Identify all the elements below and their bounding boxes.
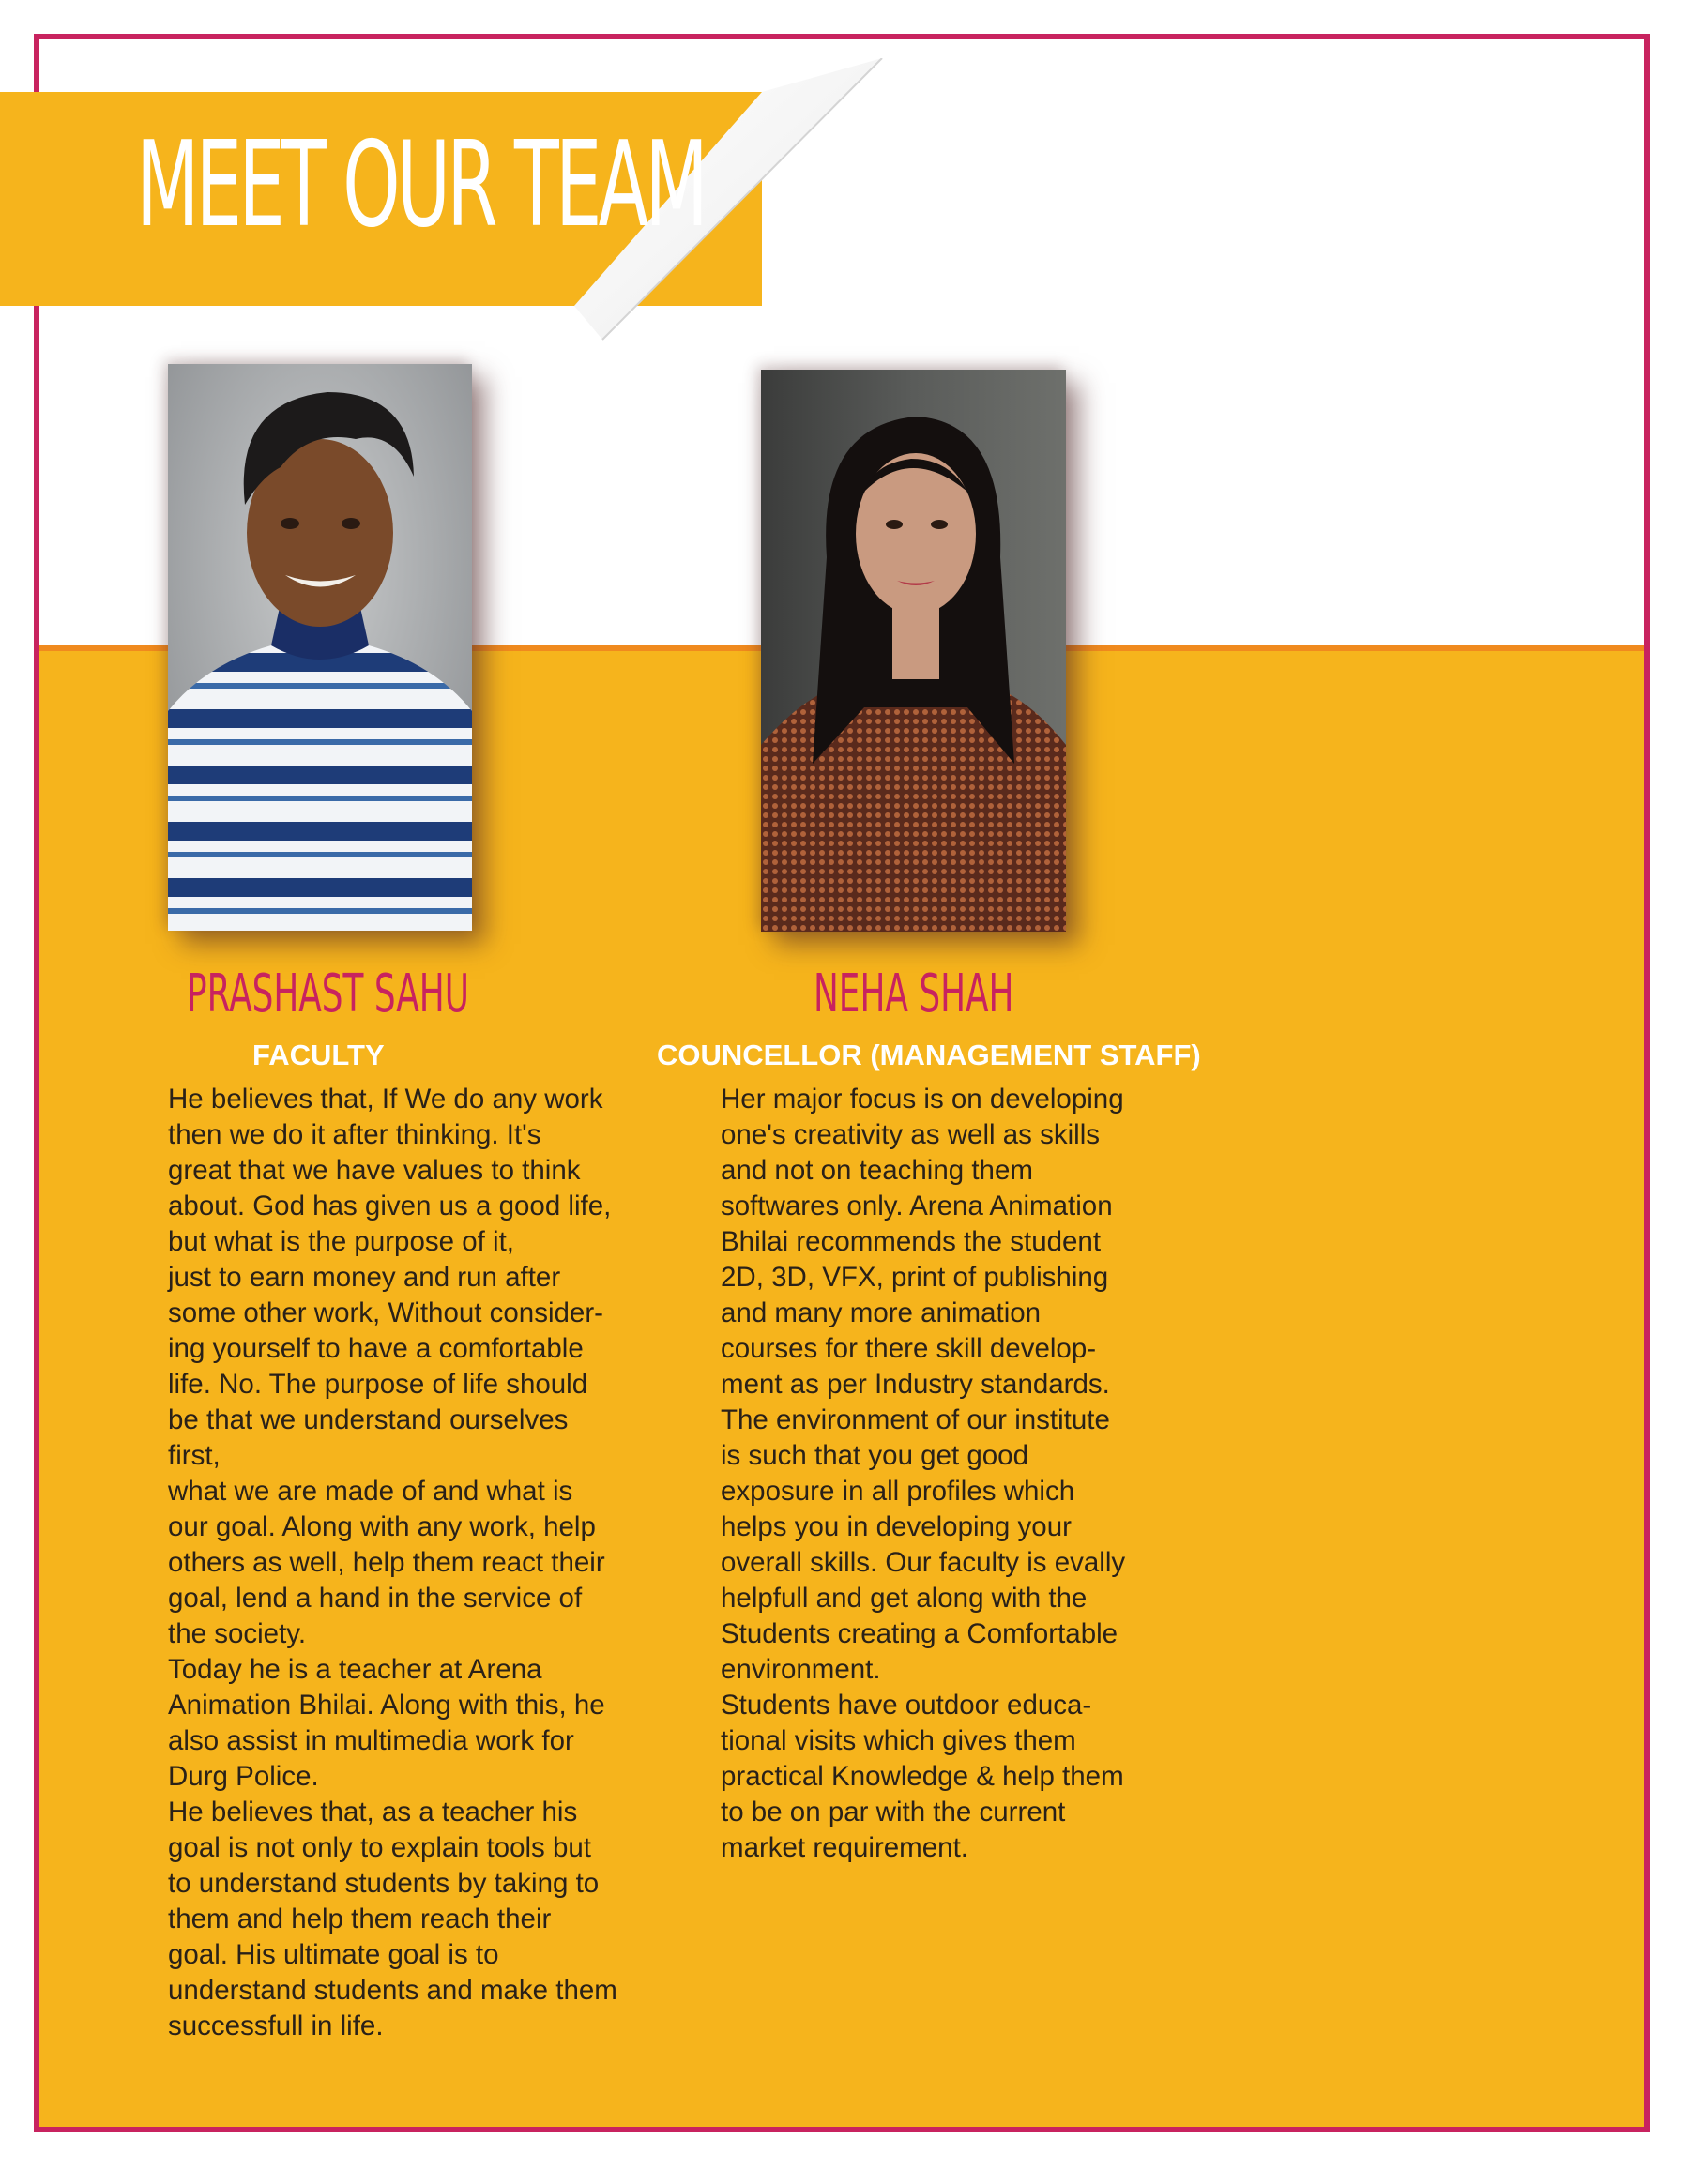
- bio-line: understand students and make them: [168, 1975, 617, 2006]
- bio-line: just to earn money and run after: [168, 1262, 561, 1293]
- bio-line: Students have outdoor educa-: [721, 1690, 1092, 1721]
- member-bio-prashast: [168, 1082, 617, 2044]
- bio-line: goal, lend a hand in the service of: [168, 1583, 583, 1614]
- bio-line: one's creativity as well as skills: [721, 1119, 1101, 1150]
- bio-line: then we do it after thinking. It's: [168, 1119, 541, 1150]
- page-title: MEET OUR TEAM: [136, 115, 706, 253]
- member-name-neha: NEHA SHAH: [814, 963, 1014, 1024]
- bio-line: softwares only. Arena Animation: [721, 1191, 1113, 1221]
- member-name-prashast: PRASHAST SAHU: [187, 963, 469, 1024]
- bio-line: about. God has given us a good life,: [168, 1191, 612, 1221]
- bio-line: goal is not only to explain tools but: [168, 1832, 591, 1863]
- member-photo-prashast: [168, 364, 472, 931]
- bio-line: Today he is a teacher at Arena: [168, 1654, 542, 1685]
- bio-line: Her major focus is on developing: [721, 1084, 1124, 1115]
- bio-line: market requirement.: [721, 1832, 968, 1863]
- bio-line: life. No. The purpose of life should: [168, 1369, 588, 1400]
- bio-line: Durg Police.: [168, 1761, 319, 1792]
- bio-line: and many more animation: [721, 1297, 1042, 1328]
- bio-line: is such that you get good: [721, 1440, 1029, 1471]
- bio-line: helpfull and get along with the: [721, 1583, 1088, 1614]
- bio-line: courses for there skill develop-: [721, 1333, 1097, 1364]
- bio-line: first,: [168, 1440, 221, 1471]
- member-bio-neha: [721, 1082, 1125, 1866]
- bio-line: environment.: [721, 1654, 881, 1685]
- bio-line: practical Knowledge & help them: [721, 1761, 1124, 1792]
- bio-line: them and help them reach their: [168, 1903, 552, 1934]
- bio-line: He believes that, If We do any work: [168, 1084, 603, 1115]
- bio-line: Students creating a Comfortable: [721, 1618, 1118, 1649]
- bio-line: successfull in life.: [168, 2010, 384, 2041]
- bio-line: ing yourself to have a comfortable: [168, 1333, 584, 1364]
- bio-line: be that we understand ourselves: [168, 1404, 569, 1435]
- member-photo-neha: [761, 370, 1066, 932]
- member-role-prashast: FACULTY: [252, 1039, 385, 1071]
- bio-line: The environment of our institute: [721, 1404, 1110, 1435]
- bio-line: some other work, Without consider-: [168, 1297, 603, 1328]
- bio-line: tional visits which gives them: [721, 1725, 1076, 1756]
- member-role-neha: COUNCELLOR (MANAGEMENT STAFF): [657, 1039, 1201, 1071]
- bio-line: the society.: [168, 1618, 307, 1649]
- bio-line: and not on teaching them: [721, 1155, 1033, 1186]
- bio-line: our goal. Along with any work, help: [168, 1511, 596, 1542]
- bio-line: 2D, 3D, VFX, print of publishing: [721, 1262, 1109, 1293]
- bio-line: to understand students by taking to: [168, 1868, 600, 1899]
- bio-line: goal. His ultimate goal is to: [168, 1939, 499, 1970]
- bio-line: ment as per Industry standards.: [721, 1369, 1110, 1400]
- bio-line: overall skills. Our faculty is evally: [721, 1547, 1126, 1578]
- bio-line: Animation Bhilai. Along with this, he: [168, 1690, 605, 1721]
- bio-line: also assist in multimedia work for: [168, 1725, 574, 1756]
- bio-line: others as well, help them react their: [168, 1547, 605, 1578]
- bio-line: what we are made of and what is: [168, 1476, 573, 1507]
- bio-line: great that we have values to think: [168, 1155, 581, 1186]
- bio-line: He believes that, as a teacher his: [168, 1797, 578, 1828]
- bio-line: but what is the purpose of it,: [168, 1226, 514, 1257]
- bio-line: Bhilai recommends the student: [721, 1226, 1102, 1257]
- bio-line: helps you in developing your: [721, 1511, 1072, 1542]
- bio-line: to be on par with the current: [721, 1797, 1066, 1828]
- bio-line: exposure in all profiles which: [721, 1476, 1075, 1507]
